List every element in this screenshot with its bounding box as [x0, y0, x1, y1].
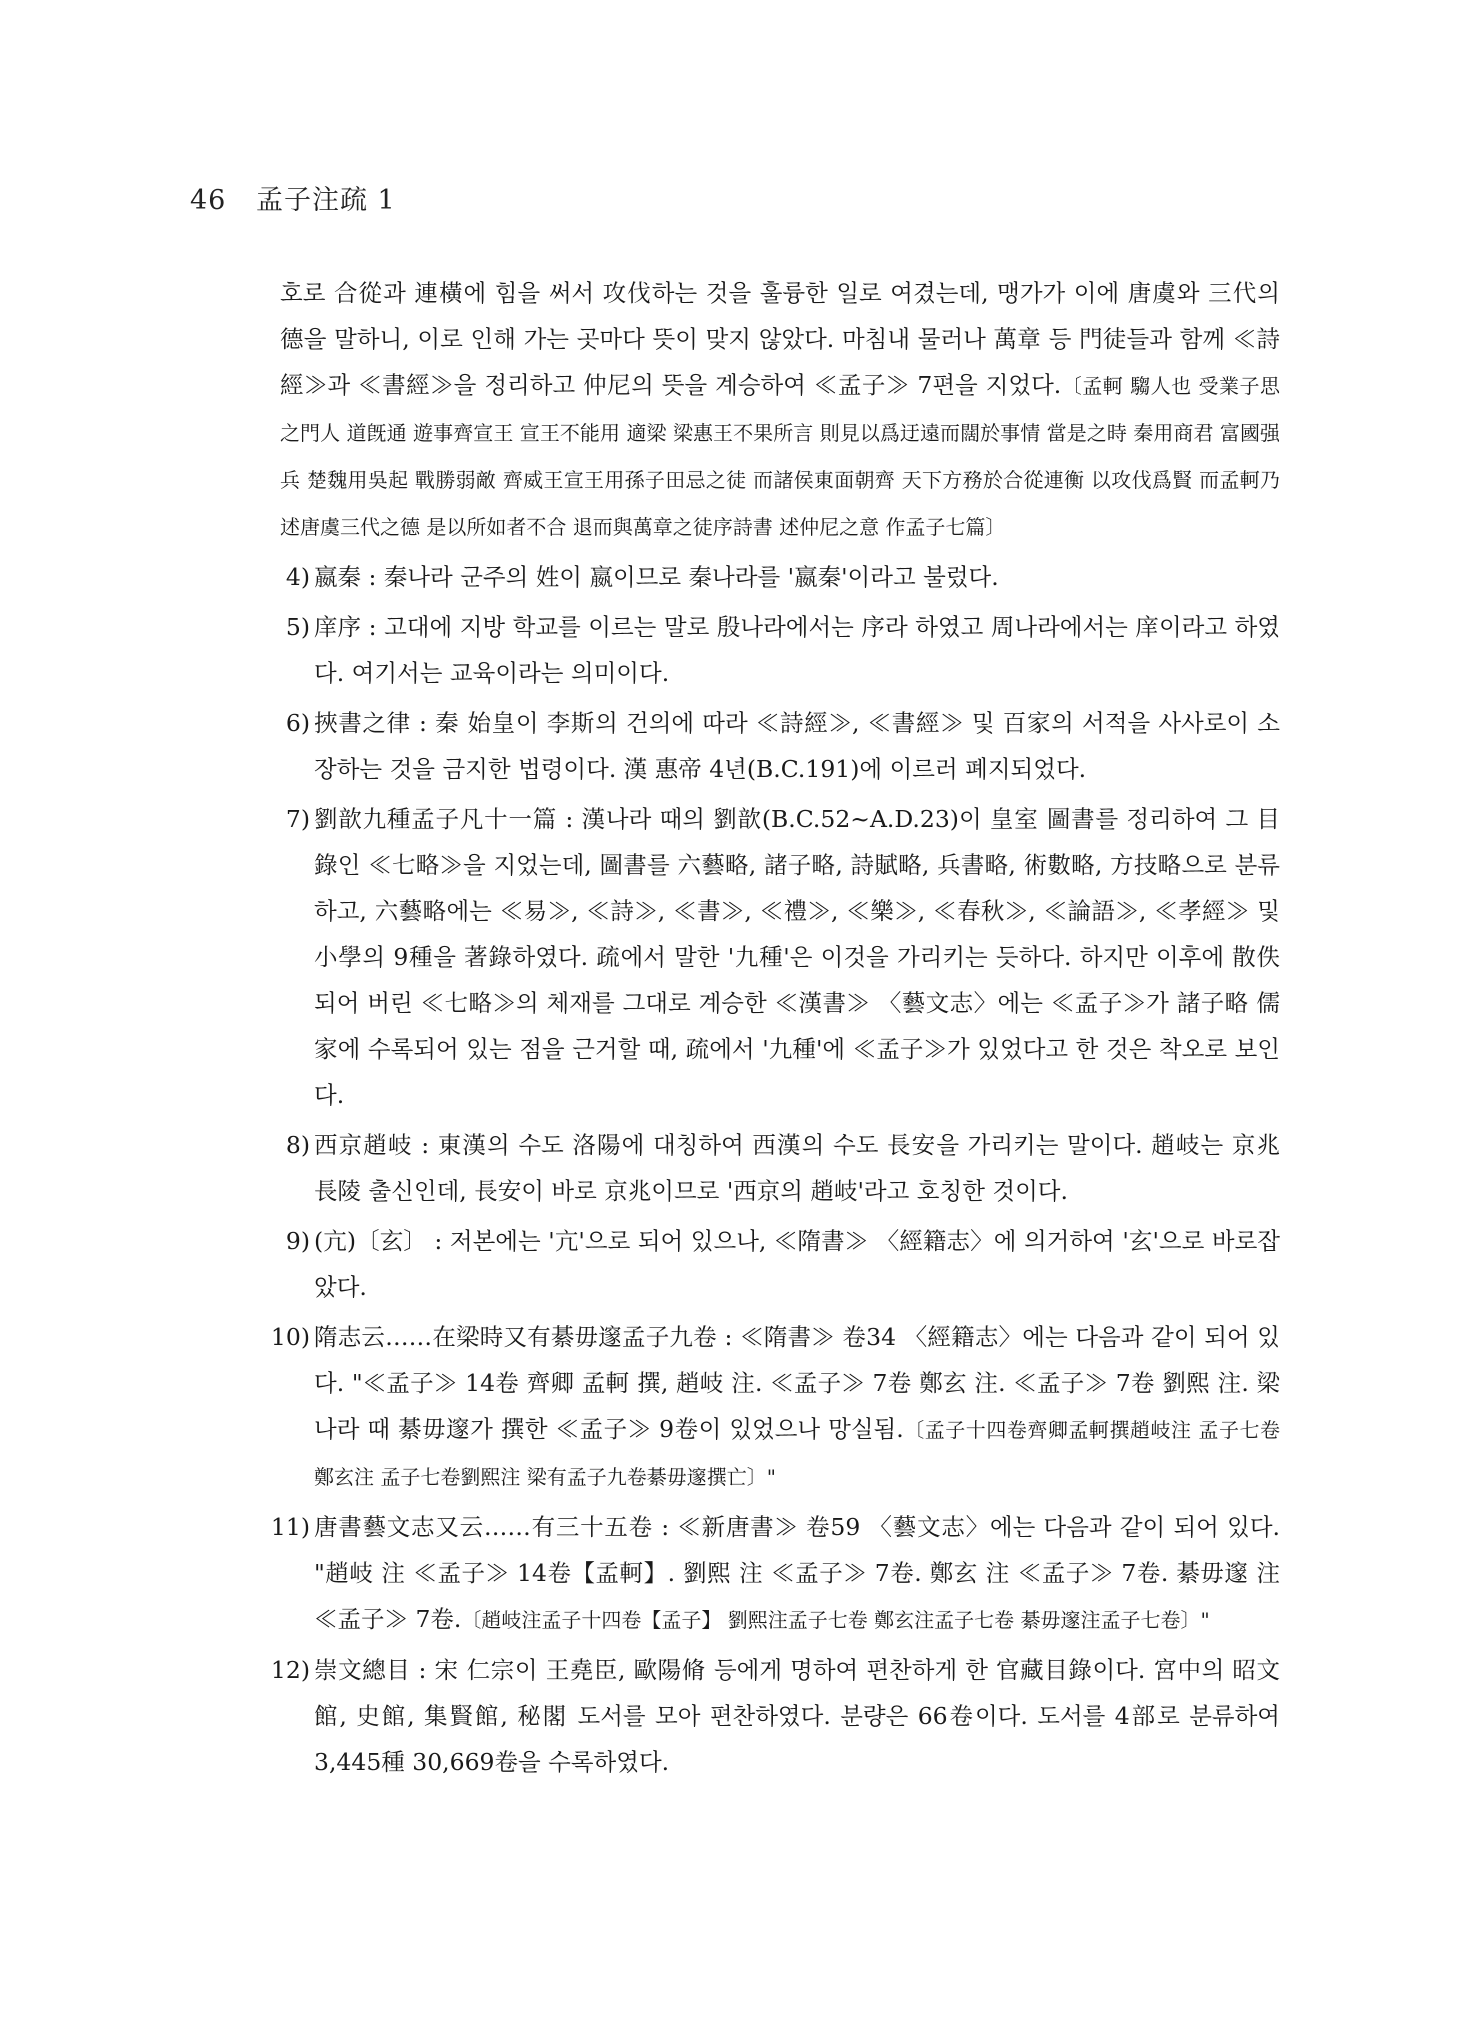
footnote-label: 12) — [270, 1656, 310, 1684]
footnote-label: 9) — [285, 1227, 310, 1255]
intro-text: 호로 合從과 連橫에 힘을 써서 攻伐하는 것을 훌륭한 일로 여겼는데, 맹가가 이에 唐虞와 三代의 德을 말하니, 이로 인해 가는 곳마다 뜻이 맞지 않았다. 마침내 물러나 萬章 등 門徒들과 함께 ≪詩經≫과 ≪書經≫을 정리하고 仲尼의 뜻을 계승하여 ≪孟子≫ 7편을 지었다. — [280, 279, 1280, 399]
footnote-label: 10) — [270, 1323, 310, 1351]
footnote-10 — [270, 1314, 1281, 1500]
running-header — [190, 178, 396, 217]
footnote-text: 隋志云……在梁時又有綦毋邃孟子九卷 : ≪隋書≫ 卷34 〈經籍志〉에는 다음과 같이 되어 있다. "≪孟子≫ 14卷 齊卿 孟軻 撰, 趙岐 注. ≪孟子≫ 7卷 鄭玄 注. ≪孟子≫ 7卷 劉熙 注. 梁나라 때 綦毋邃가 撰한 ≪孟子≫ 9卷이 있었으나 망실됨. — [314, 1323, 1280, 1443]
footnote-12 — [270, 1647, 1280, 1785]
footnote-text: 挾書之律 : 秦 始皇이 李斯의 건의에 따라 ≪詩經≫, ≪書經≫ 및 百家의 서적을 사사로이 소장하는 것을 금지한 법령이다. 漢 惠帝 4년(B.C.191)에 이르러 폐지되었다. — [314, 709, 1280, 783]
footnote-5 — [280, 604, 1280, 696]
footnote-text: 唐書藝文志又云……有三十五卷 : ≪新唐書≫ 卷59 〈藝文志〉에는 다음과 같이 되어 있다. "趙岐 注 ≪孟子≫ 14卷【孟軻】. 劉熙 注 ≪孟子≫ 7卷. 鄭玄 注 ≪孟子≫ 7卷. 綦毋邃 注 ≪孟子≫ 7卷. — [314, 1513, 1280, 1633]
footnote-text: 西京趙岐 : 東漢의 수도 洛陽에 대칭하여 西漢의 수도 長安을 가리키는 말이다. 趙岐는 京兆 長陵 출신인데, 長安이 바로 京兆이므로 '西京의 趙岐'라고 호칭한 것이다. — [314, 1131, 1280, 1205]
footnote-label: 4) — [285, 563, 310, 591]
footnote-chinese-quote: 〔趙岐注孟子十四卷【孟子】 劉熙注孟子七卷 鄭玄注孟子七卷 綦毋邃注孟子七卷〕" — [461, 1608, 1210, 1632]
footnote-text: 庠序 : 고대에 지방 학교를 이르는 말로 殷나라에서는 序라 하였고 周나라에서는 庠이라고 하였다. 여기서는 교육이라는 의미이다. — [314, 613, 1280, 687]
footnote-6 — [280, 700, 1280, 792]
page-number: 46 — [190, 185, 227, 216]
footnote-text: 崇文總目 : 宋 仁宗이 王堯臣, 歐陽脩 등에게 명하여 편찬하게 한 官藏目錄이다. 宮中의 昭文館, 史館, 集賢館, 秘閣 도서를 모아 편찬하였다. 분량은 66卷이다. 도서를 4部로 분류하여 3,445種 30,669卷을 수록하였다. — [314, 1656, 1280, 1776]
footnote-11 — [270, 1504, 1280, 1643]
footnote-text: 嬴秦 : 秦나라 군주의 姓이 嬴이므로 秦나라를 '嬴秦'이라고 불렀다. — [314, 563, 999, 591]
page-body — [270, 270, 1281, 1785]
footnote-label: 7) — [285, 805, 310, 833]
footnote-9 — [280, 1218, 1280, 1310]
intro-chinese-quote: 〔孟軻 騶人也 受業子思之門人 道旣通 遊事齊宣王 宣王不能用 適梁 梁惠王不果所言 則見以爲迂遠而闊於事情 當是之時 秦用商君 富國强兵 楚魏用吳起 戰勝弱敵 齊威王宣王用孫子田忌之徒 而諸侯東面朝齊 天下方務於合從連衡 以攻伐爲賢 而孟軻乃述唐虞三代之德 是以所如者不合 退而與萬章之徒序詩書 述仲尼之意 作孟子七篇〕 — [280, 374, 1280, 539]
book-title: 孟子注疏 1 — [255, 185, 396, 216]
footnote-7 — [280, 796, 1280, 1118]
footnote-text: 劉歆九種孟子凡十一篇 : 漢나라 때의 劉歆(B.C.52~A.D.23)이 皇室 圖書를 정리하여 그 目錄인 ≪七略≫을 지었는데, 圖書를 六藝略, 諸子略, 詩賦略, 兵書略, 術數略, 方技略으로 분류하고, 六藝略에는 ≪易≫, ≪詩≫, ≪書≫, ≪禮≫, ≪樂≫, ≪春秋≫, ≪論語≫, ≪孝經≫ 및 小學의 9種을 著錄하였다. 疏에서 말한 '九種'은 이것을 가리키는 듯하다. 하지만 이후에 散佚되어 버린 ≪七略≫의 체재를 그대로 계승한 ≪漢書≫ 〈藝文志〉에는 ≪孟子≫가 諸子略 儒家에 수록되어 있는 점을 근거할 때, 疏에서 '九種'에 ≪孟子≫가 있었다고 한 것은 착오로 보인다. — [314, 805, 1280, 1109]
footnote-label: 5) — [285, 613, 310, 641]
footnote-label: 11) — [270, 1513, 310, 1541]
footnote-8 — [280, 1122, 1280, 1214]
footnote-label: 6) — [285, 709, 310, 737]
footnote-text: (亢)〔玄〕 : 저본에는 '亢'으로 되어 있으나, ≪隋書≫ 〈經籍志〉에 의거하여 '玄'으로 바로잡았다. — [314, 1227, 1280, 1301]
footnote-chinese-quote: 〔孟子十四卷齊卿孟軻撰趙岐注 孟子七卷鄭玄注 孟子七卷劉熙注 梁有孟子九卷綦毋邃撰亡〕" — [314, 1418, 1281, 1489]
footnote-4 — [280, 554, 1280, 600]
footnote-label: 8) — [285, 1131, 310, 1159]
intro-paragraph — [280, 270, 1280, 550]
